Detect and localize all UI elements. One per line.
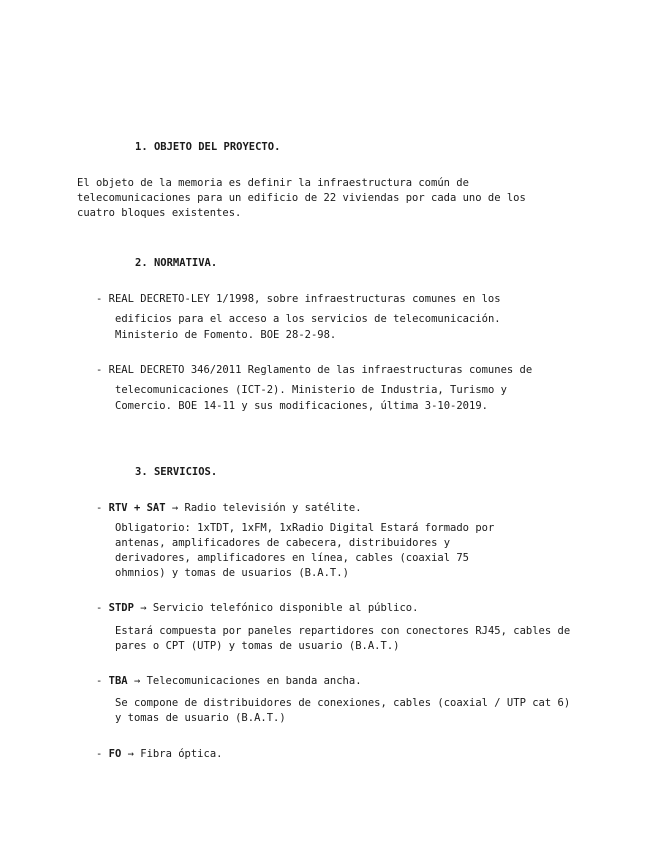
arrow-icon: →: [127, 675, 147, 687]
service-code: RTV + SAT: [108, 502, 166, 514]
service-description: Fibra óptica.: [140, 748, 223, 760]
section-heading-normativa: 2. NORMATIVA.: [135, 257, 218, 269]
normativa-item-1-continuation: edificios para el acceso a los servicios de telecomunicación. Ministerio de Fomento. BOE 28-2-98.: [115, 313, 501, 341]
service-description: Servicio telefónico disponible al público.: [152, 602, 419, 614]
service-tba-title: [96, 675, 362, 687]
service-dash: -: [96, 675, 109, 687]
service-dash: -: [96, 602, 109, 614]
arrow-icon: →: [133, 602, 153, 614]
service-stdp-body: Estará compuesta por paneles repartidores con conectores RJ45, cables de pares o CPT (UTP) y tomas de usuario (B.A.T.): [115, 625, 571, 652]
arrow-icon: →: [165, 502, 185, 514]
service-code: TBA: [108, 675, 128, 687]
service-description: Telecomunicaciones en banda ancha.: [146, 675, 362, 687]
service-description: Radio televisión y satélite.: [184, 502, 362, 514]
service-rtv-sat-body: Obligatorio: 1xTDT, 1xFM, 1xRadio Digital Estará formado por antenas, amplificadores de cabecera, distribuidores y derivadores, amplificadores en línea, cables (coaxial 75 ohmnios) y tomas de usuarios (B.A.T.): [115, 522, 495, 579]
normativa-item-2-continuation: telecomunicaciones (ICT-2). Ministerio de Industria, Turismo y Comercio. BOE 14-11 y sus modificaciones, última 3-10-2019.: [115, 384, 507, 412]
service-tba-body: Se compone de distribuidores de conexiones, cables (coaxial / UTP cat 6) y tomas de usuario (B.A.T.): [115, 697, 571, 724]
section-heading-objeto: 1. OBJETO DEL PROYECTO.: [135, 141, 281, 153]
service-dash: -: [96, 748, 109, 760]
normativa-item-1-first-line: - REAL DECRETO-LEY 1/1998, sobre infraestructuras comunes en los: [96, 293, 501, 305]
section-heading-servicios: 3. SERVICIOS.: [135, 466, 218, 478]
service-code: FO: [108, 748, 122, 760]
normativa-item-2-first-line: - REAL DECRETO 346/2011 Reglamento de las infraestructuras comunes de: [96, 364, 533, 376]
objeto-paragraph: El objeto de la memoria es definir la infraestructura común de telecomunicaciones para un edificio de 22 viviendas por cada uno de los cuatro bloques existentes.: [77, 177, 526, 219]
service-dash: -: [96, 502, 109, 514]
service-code: STDP: [108, 602, 134, 614]
service-fo-title: [96, 748, 222, 760]
arrow-icon: →: [121, 748, 141, 760]
service-rtv-sat-title: [96, 502, 362, 514]
service-stdp-title: [96, 602, 418, 614]
